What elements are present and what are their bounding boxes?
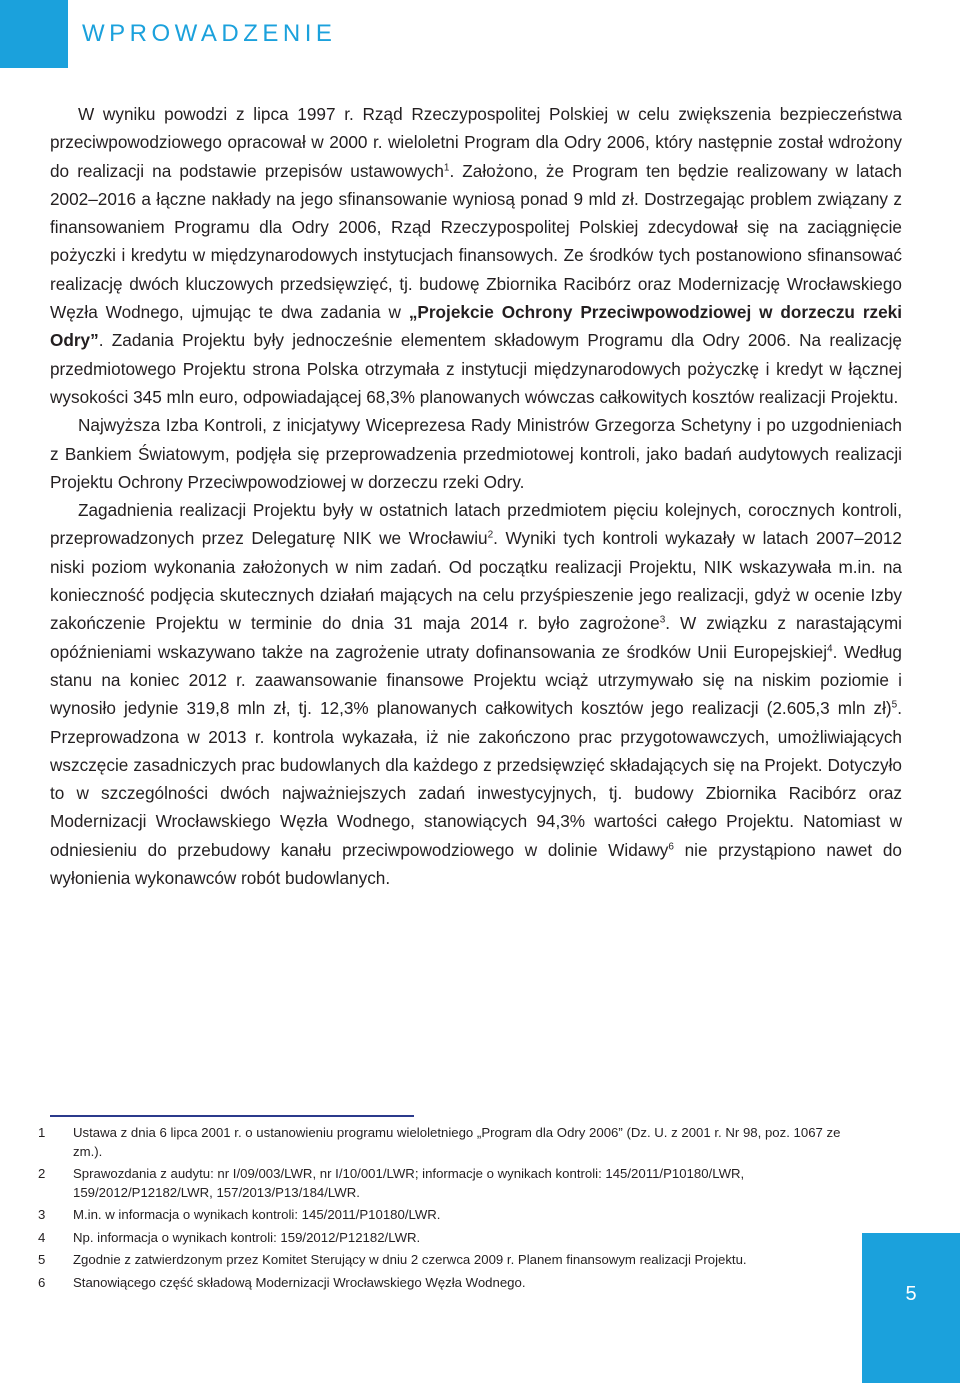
paragraph-text: . Wyniki tych kontroli wykazały w latach 2007–2012 niski poziom wykonania założonych w nim zadań. Od początku realizacji Projektu, NIK wskazywała m.in. na konieczność podjęcia skutecznych działań mających na celu przyśpieszenie jego realizacji, gdyż w ocenie Izby zakończenie Projektu w terminie do dnia 31 maja 2014 r. było zagrożone	[50, 528, 902, 634]
footnote-number: 6	[38, 1274, 46, 1290]
footnote	[38, 1124, 858, 1161]
footnote-text: Zgodnie z zatwierdzonym przez Komitet Sterujący w dniu 2 czerwca 2009 r. Planem finansowym realizacji Projektu.	[73, 1252, 747, 1267]
paragraph-text: . Zadania Projektu były jednocześnie elementem składowym Programu dla Odry 2006. Na realizację przedmiotowego Projektu strona Polska otrzymała z instytucji międzynarodowych pożyczkę i kredyt w łącznej wysokości 345 mln euro, odpowiadającej 68,3% planowanych wówczas całkowitych kosztów realizacji Projektu.	[50, 330, 902, 407]
footnote	[38, 1274, 858, 1293]
paragraph-text: W wyniku powodzi z lipca 1997 r. Rząd Rzeczypospolitej Polskiej w celu zwiększenia bezpieczeństwa przeciwpowodziowego opracował w 2000 r. wieloletni Program dla Odry 2006, który następnie został wdrożony do realizacji na podstawie przepisów ustawowych	[50, 104, 902, 181]
footnote-reference: 5	[891, 699, 898, 711]
paragraph-text: nie przystąpiono nawet do wyłonienia wykonawców robót budowlanych.	[50, 839, 902, 889]
footnote-number: 5	[38, 1252, 46, 1267]
paragraph	[50, 100, 902, 411]
footnotes	[38, 1124, 858, 1296]
footnote-divider	[50, 1115, 414, 1117]
header-accent-block	[0, 0, 68, 68]
page-number: 5	[905, 1283, 917, 1305]
footnote	[38, 1206, 858, 1225]
footnote-number: 2	[38, 1166, 46, 1181]
footnote-number: 1	[38, 1125, 46, 1140]
footnote-number: 3	[38, 1207, 46, 1222]
body-text	[50, 100, 902, 892]
footnote	[38, 1165, 858, 1202]
paragraph-text: . Przeprowadzona w 2013 r. kontrola wykazała, iż nie zakończono prac przygotowawczych, umożliwiających wszczęcie zasadniczych prac budowlanych dla każdego z przedsięwzięć składających się na Projekt. Dotyczyło to w szczególności dwóch najważniejszych zadań inwestycyjnych, tj. budowy Zbiornika Racibórz oraz Modernizacji Wrocławskiego Węzła Wodnego, stanowiących 94,3% wartości całego Projektu. Natomiast w odniesieniu do przebudowy kanału przeciwpowodziowego w dolinie Widawy	[50, 698, 902, 860]
section-title: WPROWADZENIE	[82, 20, 337, 47]
footnote-reference: 2	[487, 529, 494, 541]
footnote-number: 4	[38, 1229, 46, 1245]
footnote	[38, 1251, 858, 1270]
footnote-reference: 3	[659, 614, 666, 626]
page-number-block	[862, 1233, 960, 1383]
footnote-text: Sprawozdania z audytu: nr I/09/003/LWR, nr I/10/001/LWR; informacje o wynikach kontroli: 145/2011/P10180/LWR, 159/2012/P12182/LWR, 157/2013/P13/184/LWR.	[73, 1166, 745, 1200]
paragraph-text: Najwyższa Izba Kontroli, z inicjatywy Wiceprezesa Rady Ministrów Grzegorza Schetyny i po uzgodnieniach z Bankiem Światowym, podjęła się przeprowadzenia przedmiotowej kontroli, jako badań audytowych realizacji Projektu Ochrony Przeciwpowodziowej w dorzeczu rzeki Odry.	[50, 415, 902, 492]
paragraph-text: . Według stanu na koniec 2012 r. zaawansowanie finansowe Projektu wciąż utrzymywało się na niskim poziomie i wynosiło jedynie 319,8 mln zł, tj. 12,3% planowanych całkowitych kosztów jego realizacji (2.605,3 mln zł)	[50, 641, 902, 719]
footnote-reference: 6	[668, 840, 674, 852]
paragraph	[50, 411, 902, 496]
footnote	[38, 1229, 858, 1248]
footnote-text: M.in. w informacja o wynikach kontroli: 145/2011/P10180/LWR.	[73, 1207, 441, 1222]
paragraph-text: . W związku z narastającymi opóźnieniami wskazywano także na zagrożenie utraty dofinansowania ze środków Unii Europejskiej	[50, 613, 902, 662]
footnote-text: Ustawa z dnia 6 lipca 2001 r. o ustanowieniu programu wieloletniego „Program dla Odry 2006” (Dz. U. z 2001 r. Nr 98, poz. 1067 ze zm.).	[73, 1125, 841, 1159]
footnote-text: Np. informacja o wynikach kontroli: 159/2012/P12182/LWR.	[73, 1229, 421, 1245]
paragraph-text: Zagadnienia realizacji Projektu były w ostatnich latach przedmiotem pięciu kolejnych, corocznych kontroli, przeprowadzonych przez Delegaturę NIK we Wrocławiu	[50, 500, 902, 549]
paragraph-text: . Założono, że Program ten będzie realizowany w latach 2002–2016 a łączne nakłady na jego sfinansowanie wyniosą ponad 9 mld zł. Dostrzegając problem związany z finansowaniem Programu dla Odry 2006, Rząd Rzeczypospolitej Polskiej zdecydował się na zaciągnięcie pożyczki i kredytu w międzynarodowych instytucjach finansowych. Ze środków tych postanowiono sfinansować realizację dwóch kluczowych przedsięwzięć, tj. budowę Zbiornika Racibórz oraz Modernizację Wrocławskiego Węzła Wodnego, ujmując te dwa zadania w	[50, 160, 902, 323]
paragraph	[50, 496, 902, 892]
footnote-text: Stanowiącego część składową Modernizacji Wrocławskiego Węzła Wodnego.	[73, 1274, 526, 1290]
footnote-reference: 1	[443, 161, 450, 173]
project-name-bold: „Projekcie Ochrony Przeciwpowodziowej w dorzeczu rzeki Odry”	[50, 302, 902, 351]
footnote-reference: 4	[827, 642, 833, 654]
